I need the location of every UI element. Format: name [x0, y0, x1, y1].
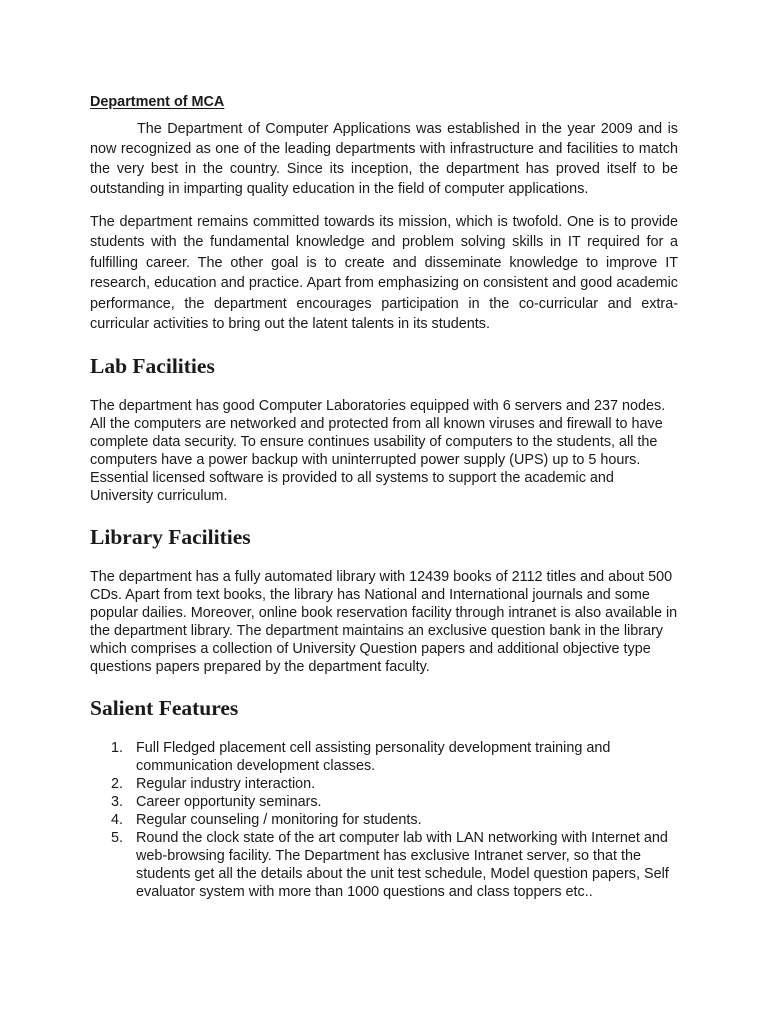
list-item-number: 1.: [111, 740, 124, 757]
list-item: [90, 829, 678, 901]
list-item: [90, 775, 678, 793]
library-facilities-paragraph: The department has a fully automated library with 12439 books of 2112 titles and about 500 CDs. Apart from text books, the library has National and International journals and some popular dailies. Moreover, online book reservation facility through intranet is also available in the department library. The department maintains an exclusive question bank in the library which comprises a collection of University Question papers and additional objective type questions papers prepared by the department faculty.: [90, 569, 678, 676]
page-title: Department of MCA: [90, 94, 225, 110]
salient-features-list: [90, 739, 678, 901]
list-item-number: 2.: [111, 776, 124, 793]
salient-features-heading: Salient Features: [90, 696, 239, 721]
list-item: [90, 739, 678, 775]
lab-facilities-heading: Lab Facilities: [90, 354, 215, 379]
document-content: [90, 92, 678, 901]
list-item-number: 5.: [111, 830, 124, 847]
list-item-text: Regular counseling / monitoring for students.: [136, 812, 422, 829]
library-facilities-heading: Library Facilities: [90, 525, 251, 550]
list-item-text: Full Fledged placement cell assisting personality development training and communication development classes.: [136, 740, 611, 775]
list-item-text: Round the clock state of the art computer lab with LAN networking with Internet and web-browsing facility. The Department has exclusive Intranet server, so that the students get all the details about the unit test schedule, Model question papers, Self evaluator system with more than 1000 questions and class toppers etc..: [136, 830, 669, 901]
list-item: [90, 811, 678, 829]
list-item-number: 4.: [111, 812, 124, 829]
lab-facilities-paragraph: The department has good Computer Laboratories equipped with 6 servers and 237 nodes. All the computers are networked and protected from all known viruses and firewall to have complete data security. To ensure continues usability of computers to the students, all the computers have a power backup with uninterrupted power supply (UPS) up to 5 hours. Essential licensed software is provided to all systems to support the academic and University curriculum.: [90, 398, 666, 505]
list-item-text: Regular industry interaction.: [136, 776, 316, 793]
intro-paragraph: The Department of Computer Applications was established in the year 2009 and is now recognized as one of the leading departments with infrastructure and facilities to match the very best in the country. Since its inception, the department has proved itself to be outstanding in imparting quality education in the field of computer applications.: [90, 121, 678, 197]
list-item: [90, 793, 678, 811]
mission-paragraph: The department remains committed towards its mission, which is twofold. One is to provide students with the fundamental knowledge and problem solving skills in IT required for a fulfilling career. The other goal is to create and disseminate knowledge to improve IT research, education and practice. Apart from emphasizing on consistent and good academic performance, the department encourages participation in the co-curricular and extra-curricular activities to bring out the latent talents in its students.: [90, 214, 678, 333]
list-item-text: Career opportunity seminars.: [136, 794, 322, 811]
list-item-number: 3.: [111, 794, 124, 811]
